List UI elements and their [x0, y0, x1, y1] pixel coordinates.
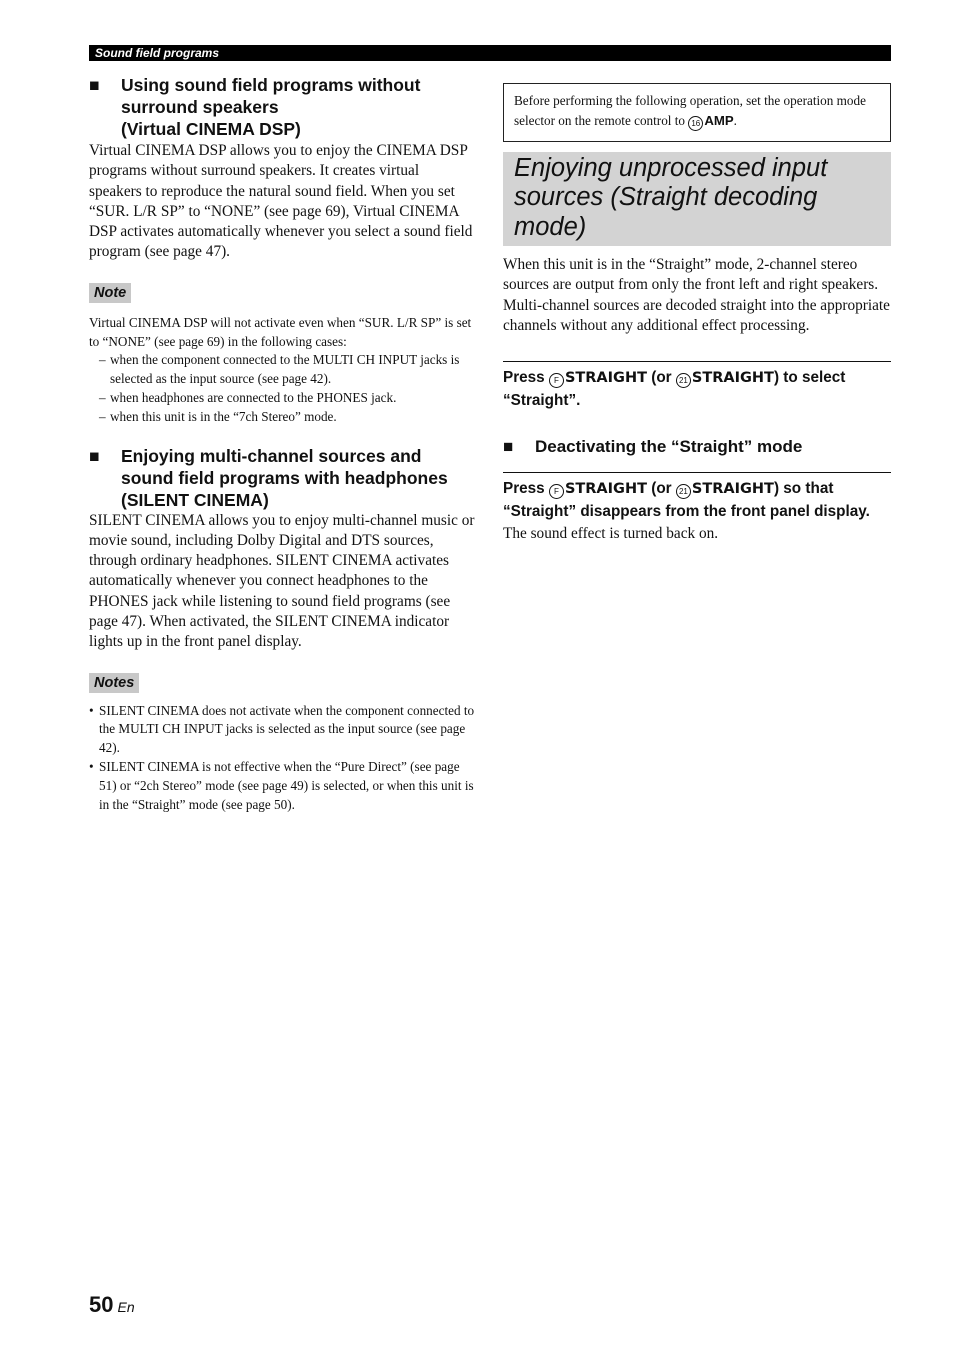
instruction-deactivate-straight: Press F STRAIGHT (or 21 STRAIGHT) so that “Straight” disappears from the front panel display. — [503, 472, 891, 523]
language-code: En — [117, 1299, 135, 1315]
virtual-cinema-dsp-body: Virtual CINEMA DSP allows you to enjoy the CINEMA DSP programs without surround speakers. It creates virtual speakers to reproduce the natural sound field. When you set “SUR. L/R SP” to “NONE” (see page 69), Virtual CINEMA DSP activates automatically whenever you select a sound field program (see page 47). — [89, 142, 473, 261]
heading-line: sound field programs with headphones — [121, 467, 448, 488]
notes-list-item: • SILENT CINEMA does not activate when the component connected to the MULTI CH INPUT jacks is selected as the input source (see page 42). — [89, 702, 475, 756]
page-number-value: 50 — [89, 1292, 114, 1317]
remote-key-21-icon: 21 — [676, 484, 691, 499]
front-panel-f-icon: F — [549, 373, 564, 388]
note-intro: Virtual CINEMA DSP will not activate even when “SUR. L/R SP” is set to “NONE” (see page 69) in the following cases: — [89, 314, 472, 349]
box-text: Before performing the following operation, set the operation mode selector on the remote control to — [514, 93, 866, 128]
page-number — [89, 1292, 135, 1318]
straight-key-label: STRAIGHT — [564, 370, 647, 387]
silent-cinema-body: SILENT CINEMA allows you to enjoy multi-channel music or movie sound, including Dolby Digital and DTS sources, through ordinary headphones. SILENT CINEMA activates automatically whenever you connect headphones to the PHONES jack while listening to sound field programs (see page 47). When activated, the SILENT CINEMA indicator lights up in the front panel display. — [89, 511, 475, 651]
remote-key-16-icon: 16 — [688, 116, 703, 131]
straight-key-label: STRAIGHT — [564, 481, 647, 498]
note-list-item: – when the component connected to the MULTI CH INPUT jacks is selected as the input source (see page 42). — [99, 352, 460, 387]
section-header-bar — [89, 45, 891, 61]
deactivating-straight-heading — [503, 436, 891, 458]
heading-line: Using sound field programs without — [121, 75, 421, 95]
notes-block — [89, 673, 475, 815]
subheading-text: Deactivating the “Straight” mode — [535, 437, 803, 457]
straight-mode-body: When this unit is in the “Straight” mode, 2-channel stereo sources are output from only the front left and right speakers. Multi-channel sources are decoded straight into the appropriate channels without any additional effect processing. — [503, 256, 890, 334]
silent-cinema-heading — [89, 445, 475, 511]
straight-key-label: STRAIGHT — [691, 481, 774, 498]
square-bullet-icon: ■ — [89, 75, 100, 95]
square-bullet-icon: ■ — [89, 445, 100, 466]
result-text: The sound effect is turned back on. — [503, 525, 719, 543]
note-list-item: – when this unit is in the “7ch Stereo” mode. — [99, 408, 337, 424]
heading-line: Enjoying multi-channel sources and — [121, 445, 422, 466]
front-panel-f-icon: F — [549, 484, 564, 499]
heading-line: (SILENT CINEMA) — [121, 489, 269, 510]
square-bullet-icon: ■ — [503, 437, 514, 457]
notes-label: Notes — [89, 673, 139, 693]
virtual-cinema-dsp-heading — [89, 74, 475, 140]
note-list-item: – when headphones are connected to the PHONES jack. — [99, 389, 397, 405]
notes-list-item: • SILENT CINEMA is not effective when the “Pure Direct” (see page 51) or “2ch Stereo” mode (see page 49) is selected, or when this unit is in the “Straight” mode (see page 50). — [89, 759, 474, 812]
right-column — [503, 83, 891, 544]
straight-key-label: STRAIGHT — [691, 370, 774, 387]
heading-line: surround speakers — [121, 97, 279, 117]
note-block — [89, 283, 475, 427]
operation-mode-box: Before performing the following operation, set the operation mode selector on the remote control to 16 AMP. — [503, 83, 891, 142]
heading-line: (Virtual CINEMA DSP) — [121, 119, 301, 139]
left-column — [89, 74, 475, 814]
page-title: Enjoying unprocessed input sources (Straight decoding mode) — [503, 152, 891, 247]
remote-key-21-icon: 21 — [676, 373, 691, 388]
section-header-title: Sound field programs — [95, 46, 220, 60]
instruction-select-straight: Press F STRAIGHT (or 21 STRAIGHT) to select “Straight”. — [503, 361, 891, 412]
note-label: Note — [89, 283, 131, 303]
amp-key-label: AMP — [704, 112, 734, 128]
